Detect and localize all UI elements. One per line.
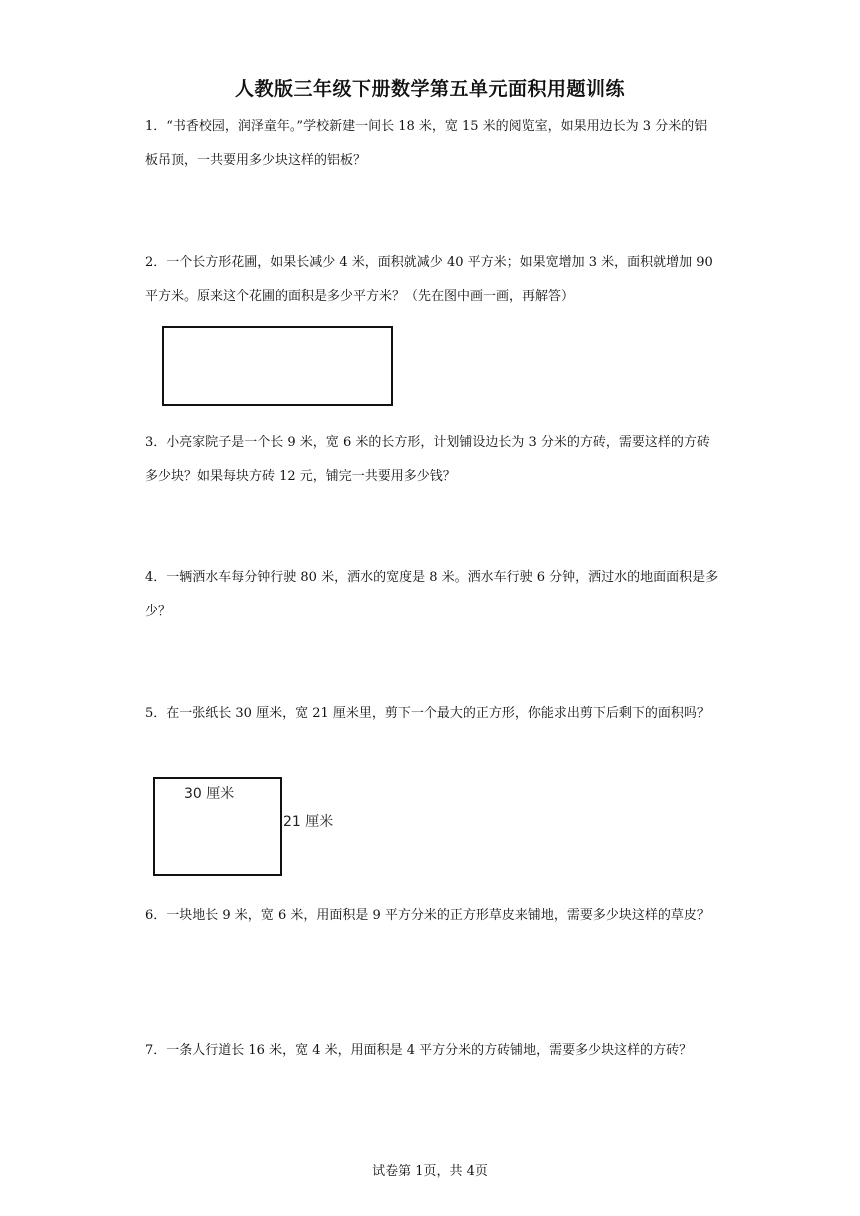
figure-length-label: 30 厘米 xyxy=(184,786,235,802)
question-2: 2．一个长方形花圃，如果长减少 4 米，面积就减少 40 平方米；如果宽增加 3 米，面积就增加 90 平方米。原来这个花圃的面积是多少平方米？（先在图中画一画，再解答） xyxy=(145,255,713,304)
question-2-rectangle-figure xyxy=(162,326,393,406)
question-4: 4．一辆洒水车每分钟行驶 80 米，洒水的宽度是 8 米。洒水车行驶 6 分钟，洒过水的地面面积是多少？ xyxy=(145,570,719,619)
question-5: 5．在一张纸长 30 厘米，宽 21 厘米里，剪下一个最大的正方形，你能求出剪下后剩下的面积吗？ xyxy=(145,706,710,721)
question-7: 7．一条人行道长 16 米，宽 4 米，用面积是 4 平方分米的方砖铺地，需要多少块这样的方砖？ xyxy=(145,1043,693,1058)
figure-width-label: 21 厘米 xyxy=(283,814,334,830)
question-6: 6．一块地长 9 米，宽 6 米，用面积是 9 平方分米的正方形草皮来铺地，需要多少块这样的草皮？ xyxy=(145,908,710,923)
page-title: 人教版三年级下册数学第五单元面积用题训练 xyxy=(234,78,625,100)
page-footer: 试卷第 1页，共 4页 xyxy=(372,1164,488,1179)
question-1: 1．“书香校园，润泽童年。”学校新建一间长 18 米，宽 15 米的阅览室，如果用边长为 3 分米的铝板吊顶，一共要用多少块这样的铝板？ xyxy=(145,119,708,168)
question-3: 3．小亮家院子是一个长 9 米，宽 6 米的长方形，计划铺设边长为 3 分米的方砖，需要这样的方砖多少块？如果每块方砖 12 元，铺完一共要用多少钱？ xyxy=(145,435,710,484)
